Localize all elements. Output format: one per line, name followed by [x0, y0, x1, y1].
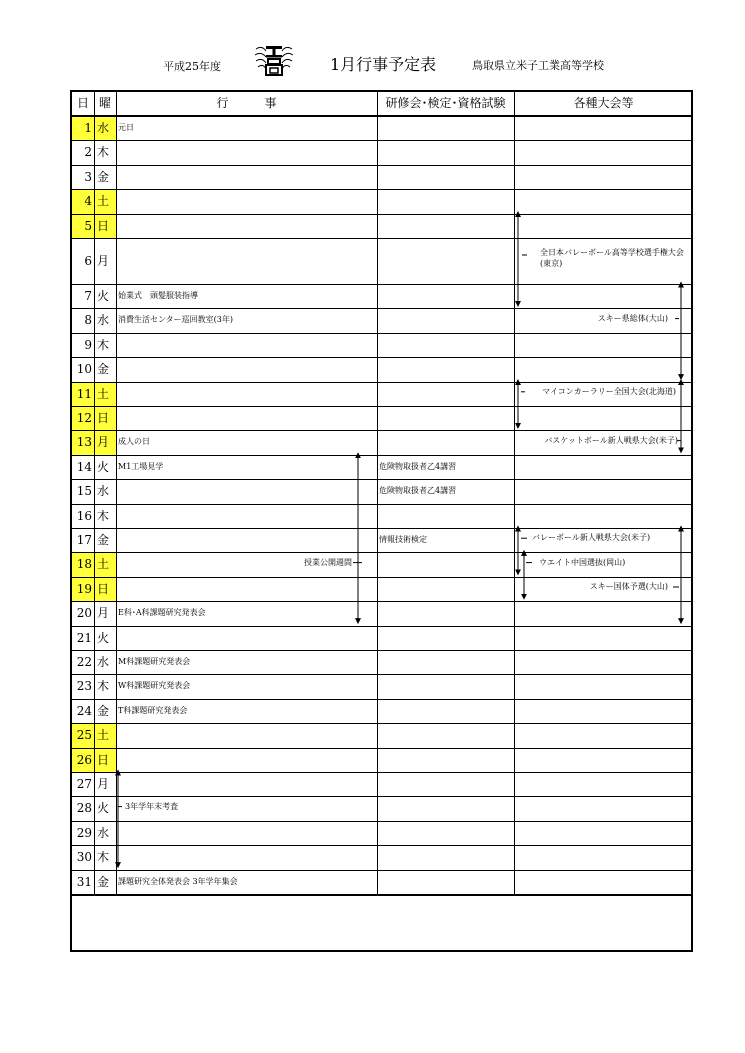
row-divider	[72, 357, 691, 358]
col-header-day: 日	[76, 96, 89, 110]
row-divider	[72, 650, 691, 651]
row-divider	[72, 115, 691, 117]
weekday: 金	[97, 703, 110, 718]
tournament-weightlifting: ウエイト中国選抜(岡山)	[539, 557, 626, 567]
day-number: 5	[72, 214, 94, 238]
final-exam-label: 3年学年末考査	[125, 801, 179, 811]
day-number: 24	[76, 703, 92, 718]
table-row	[72, 357, 693, 381]
open-class-week-label: 授業公開週間	[304, 557, 352, 567]
day-number: 15	[76, 484, 92, 499]
weekday: 日	[94, 406, 116, 430]
schedule-table	[70, 90, 693, 952]
tournament-volleyball-pref: バレーボール新人戦県大会(米子)	[532, 533, 651, 543]
row-divider	[72, 870, 691, 871]
column-divider	[94, 92, 95, 894]
weekday: 木	[97, 850, 110, 865]
event-text: E科･A科課題研究発表会	[118, 608, 206, 618]
row-divider	[72, 699, 691, 700]
day-number: 3	[84, 169, 92, 184]
row-divider	[72, 333, 691, 334]
day-number: 25	[72, 723, 94, 747]
row-divider	[72, 504, 691, 505]
weekday: 日	[94, 577, 116, 601]
table-row	[72, 845, 693, 869]
weekday: 日	[94, 214, 116, 238]
event-text: T科課題研究発表会	[118, 705, 188, 715]
page-title: 1月行事予定表	[330, 55, 437, 74]
weekday: 水	[94, 116, 116, 140]
event-text: 元日	[118, 123, 134, 132]
tournament-basketball: バスケットボール新人戦県大会(米子)	[544, 435, 678, 445]
table-row	[72, 723, 693, 747]
exam-text: 危険物取扱者乙4講習	[379, 486, 457, 496]
day-number: 16	[76, 508, 92, 523]
table-row	[72, 504, 693, 528]
row-divider	[72, 577, 691, 578]
column-divider	[514, 92, 515, 894]
day-number: 14	[76, 459, 92, 474]
day-number: 30	[76, 850, 92, 865]
day-number: 29	[76, 825, 92, 840]
event-text: M科課題研究発表会	[118, 657, 191, 666]
row-divider	[72, 430, 691, 431]
row-divider	[72, 723, 691, 724]
event-text: M1工場見学	[118, 461, 164, 471]
weekday: 月	[97, 606, 110, 621]
day-number: 27	[76, 777, 92, 791]
table-row	[72, 333, 693, 357]
row-divider	[72, 821, 691, 822]
weekday: 土	[94, 189, 116, 213]
row-divider	[72, 845, 691, 846]
weekday: 土	[94, 552, 116, 576]
day-number: 6	[84, 254, 92, 268]
weekday: 月	[97, 254, 110, 268]
row-divider	[72, 140, 691, 141]
day-number: 1	[72, 116, 94, 140]
school-year: 平成25年度	[163, 60, 221, 73]
day-number: 22	[76, 655, 92, 669]
exam-text: 危険物取扱者乙4講習	[379, 461, 457, 471]
row-divider	[72, 406, 691, 407]
row-divider	[72, 748, 691, 749]
day-number: 23	[76, 679, 92, 694]
column-divider	[377, 92, 378, 894]
row-divider	[72, 308, 691, 309]
weekday: 水	[97, 313, 110, 328]
weekday: 金	[97, 533, 110, 547]
day-number: 10	[76, 362, 92, 377]
day-number: 19	[72, 577, 94, 601]
row-divider	[72, 455, 691, 456]
row-divider	[72, 238, 691, 239]
table-row	[72, 748, 693, 772]
weekday: 月	[97, 777, 110, 791]
page-header	[0, 0, 745, 90]
event-text: W科課題研究発表会	[118, 681, 191, 691]
table-row	[72, 189, 693, 213]
day-number: 4	[72, 189, 94, 213]
table-row	[72, 406, 693, 430]
weekday: 木	[97, 145, 110, 160]
row-divider	[72, 284, 691, 285]
row-divider	[72, 674, 691, 675]
table-row	[72, 821, 693, 845]
day-number: 17	[76, 533, 92, 547]
row-divider	[72, 189, 691, 190]
row-divider	[72, 626, 691, 627]
tournament-microcomputer: マイコンカーラリー全国大会(北海道)	[542, 386, 676, 396]
day-number: 20	[76, 606, 92, 621]
day-number: 9	[84, 337, 92, 352]
row-divider	[72, 214, 691, 215]
weekday: 水	[97, 655, 110, 669]
weekday: 火	[97, 459, 110, 474]
col-header-tournaments: 各種大会等	[573, 96, 634, 110]
weekday: 日	[94, 748, 116, 772]
day-number: 21	[76, 630, 92, 645]
exam-text: 情報技術検定	[379, 535, 427, 544]
weekday: 水	[97, 825, 110, 840]
row-divider	[72, 528, 691, 529]
row-divider	[72, 165, 691, 166]
row-divider	[72, 601, 691, 602]
day-number: 7	[84, 289, 92, 303]
weekday: 金	[97, 169, 110, 184]
weekday: 月	[94, 430, 116, 454]
weekday: 木	[97, 508, 110, 523]
row-divider	[72, 796, 691, 797]
day-number: 13	[72, 430, 94, 454]
weekday: 火	[97, 289, 110, 303]
day-number: 12	[72, 406, 94, 430]
weekday: 火	[97, 630, 110, 645]
weekday: 木	[97, 679, 110, 694]
col-header-exams: 研修会･検定･資格試験	[385, 96, 506, 110]
day-number: 18	[72, 552, 94, 576]
tournament-ski-kokutai: スキー国体予選(大山)	[589, 582, 668, 591]
table-row	[72, 214, 693, 238]
tournament-ski-pref: スキー県総体(大山)	[597, 313, 668, 323]
table-row	[72, 772, 693, 796]
school-crest-icon	[254, 43, 294, 77]
weekday: 木	[97, 337, 110, 352]
day-number: 8	[84, 313, 92, 328]
weekday: 土	[94, 723, 116, 747]
col-header-events: 行 事	[216, 96, 277, 110]
weekday: 金	[97, 874, 110, 889]
event-text: 消費生活センター巡回教室(3年)	[118, 315, 234, 325]
day-number: 26	[72, 748, 94, 772]
school-name: 鳥取県立米子工業高等学校	[472, 59, 604, 72]
table-row	[72, 165, 693, 189]
row-divider	[72, 772, 691, 773]
table-row	[72, 626, 693, 650]
day-number: 28	[76, 801, 92, 816]
row-divider	[72, 552, 691, 553]
row-divider	[72, 894, 691, 896]
day-number: 31	[76, 874, 92, 889]
day-number: 11	[72, 382, 94, 406]
weekday: 水	[97, 484, 110, 499]
weekday: 金	[97, 362, 110, 377]
event-text: 始業式 頭髪服装指導	[118, 291, 198, 300]
column-divider	[116, 92, 117, 894]
weekday: 火	[97, 801, 110, 816]
day-number: 2	[84, 145, 92, 160]
row-divider	[72, 382, 691, 383]
event-text: 課題研究全体発表会 3年学年集会	[118, 876, 238, 886]
col-header-weekday: 曜	[98, 96, 111, 110]
row-divider	[72, 479, 691, 480]
table-row	[72, 140, 693, 164]
tournament-volleyball-national: 全日本バレーボール高等学校選手権大会(東京)	[540, 248, 684, 268]
weekday: 土	[94, 382, 116, 406]
event-text: 成人の日	[118, 437, 150, 447]
